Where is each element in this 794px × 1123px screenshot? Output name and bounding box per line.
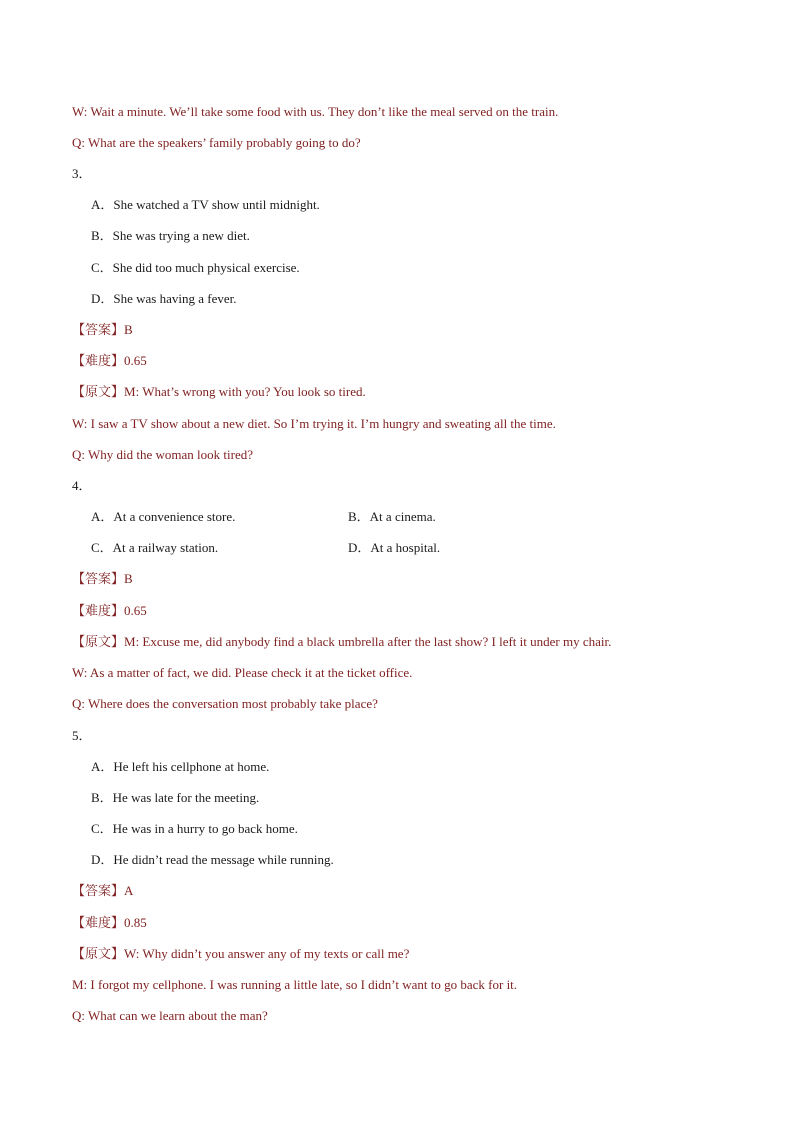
q3-difficulty-row — [72, 353, 147, 369]
q4-question-line: Q: Where does the conversation most probably take place? — [72, 696, 378, 711]
q5-answer-row — [72, 883, 133, 899]
q5-difficulty-value: 0.85 — [124, 915, 147, 930]
q3-option-c: C．She did too much physical exercise. — [91, 260, 300, 275]
q3-answer-row — [72, 322, 133, 338]
q4-answer-tag: 【答案】 — [72, 571, 125, 586]
q3-script-row — [72, 384, 366, 400]
q5-difficulty-row — [72, 915, 147, 931]
q5-difficulty-tag: 【难度】 — [72, 915, 125, 930]
q5-script-first: W: Why didn’t you answer any of my texts or call me? — [124, 946, 410, 961]
q4-option-c: C．At a railway station. — [91, 540, 219, 555]
q3-option-a: A．She watched a TV show until midnight. — [91, 197, 320, 212]
q5-option-d: D．He didn’t read the message while running. — [91, 852, 334, 867]
q5-number: 5． — [72, 728, 92, 743]
q5-script-row — [72, 946, 409, 962]
q3-difficulty-tag: 【难度】 — [72, 353, 125, 368]
q5-script-tag: 【原文】 — [72, 946, 125, 961]
q5-option-b: B．He was late for the meeting. — [91, 790, 260, 805]
q5-option-c: C．He was in a hurry to go back home. — [91, 821, 298, 836]
q4-number: 4． — [72, 478, 92, 493]
q4-option-d: D．At a hospital. — [348, 540, 441, 555]
q3-option-b: B．She was trying a new diet. — [91, 228, 250, 243]
q2-question-line: Q: What are the speakers’ family probably going to do? — [72, 135, 361, 150]
q5-script-line: M: I forgot my cellphone. I was running a little late, so I didn’t want to go back for it. — [72, 977, 518, 992]
q4-option-b: B．At a cinema. — [348, 509, 436, 524]
q3-script-line: W: I saw a TV show about a new diet. So I’m trying it. I’m hungry and sweating all the time. — [72, 416, 556, 431]
q3-script-first: M: What’s wrong with you? You look so tired. — [124, 384, 366, 399]
q3-answer-tag: 【答案】 — [72, 322, 125, 337]
q4-script-first: M: Excuse me, did anybody find a black umbrella after the last show? I left it under my chair. — [124, 634, 612, 649]
q3-answer-value: B — [124, 322, 133, 337]
q4-option-a: A．At a convenience store. — [91, 509, 236, 524]
q2-script-w-line: W: Wait a minute. We’ll take some food with us. They don’t like the meal served on the train. — [72, 104, 559, 119]
q4-script-row — [72, 634, 611, 650]
q4-difficulty-row — [72, 603, 147, 619]
q3-number: 3． — [72, 166, 92, 181]
q4-answer-row — [72, 571, 133, 587]
q4-difficulty-tag: 【难度】 — [72, 603, 125, 618]
q3-script-tag: 【原文】 — [72, 384, 125, 399]
q3-question-line: Q: Why did the woman look tired? — [72, 447, 254, 462]
q5-question-line: Q: What can we learn about the man? — [72, 1008, 268, 1023]
q5-answer-value: A — [124, 883, 134, 898]
q4-difficulty-value: 0.65 — [124, 603, 147, 618]
q3-difficulty-value: 0.65 — [124, 353, 147, 368]
q5-option-a: A．He left his cellphone at home. — [91, 759, 270, 774]
q3-option-d: D．She was having a fever. — [91, 291, 237, 306]
q4-answer-value: B — [124, 571, 133, 586]
q4-script-tag: 【原文】 — [72, 634, 125, 649]
q5-answer-tag: 【答案】 — [72, 883, 125, 898]
q4-script-line: W: As a matter of fact, we did. Please check it at the ticket office. — [72, 665, 413, 680]
